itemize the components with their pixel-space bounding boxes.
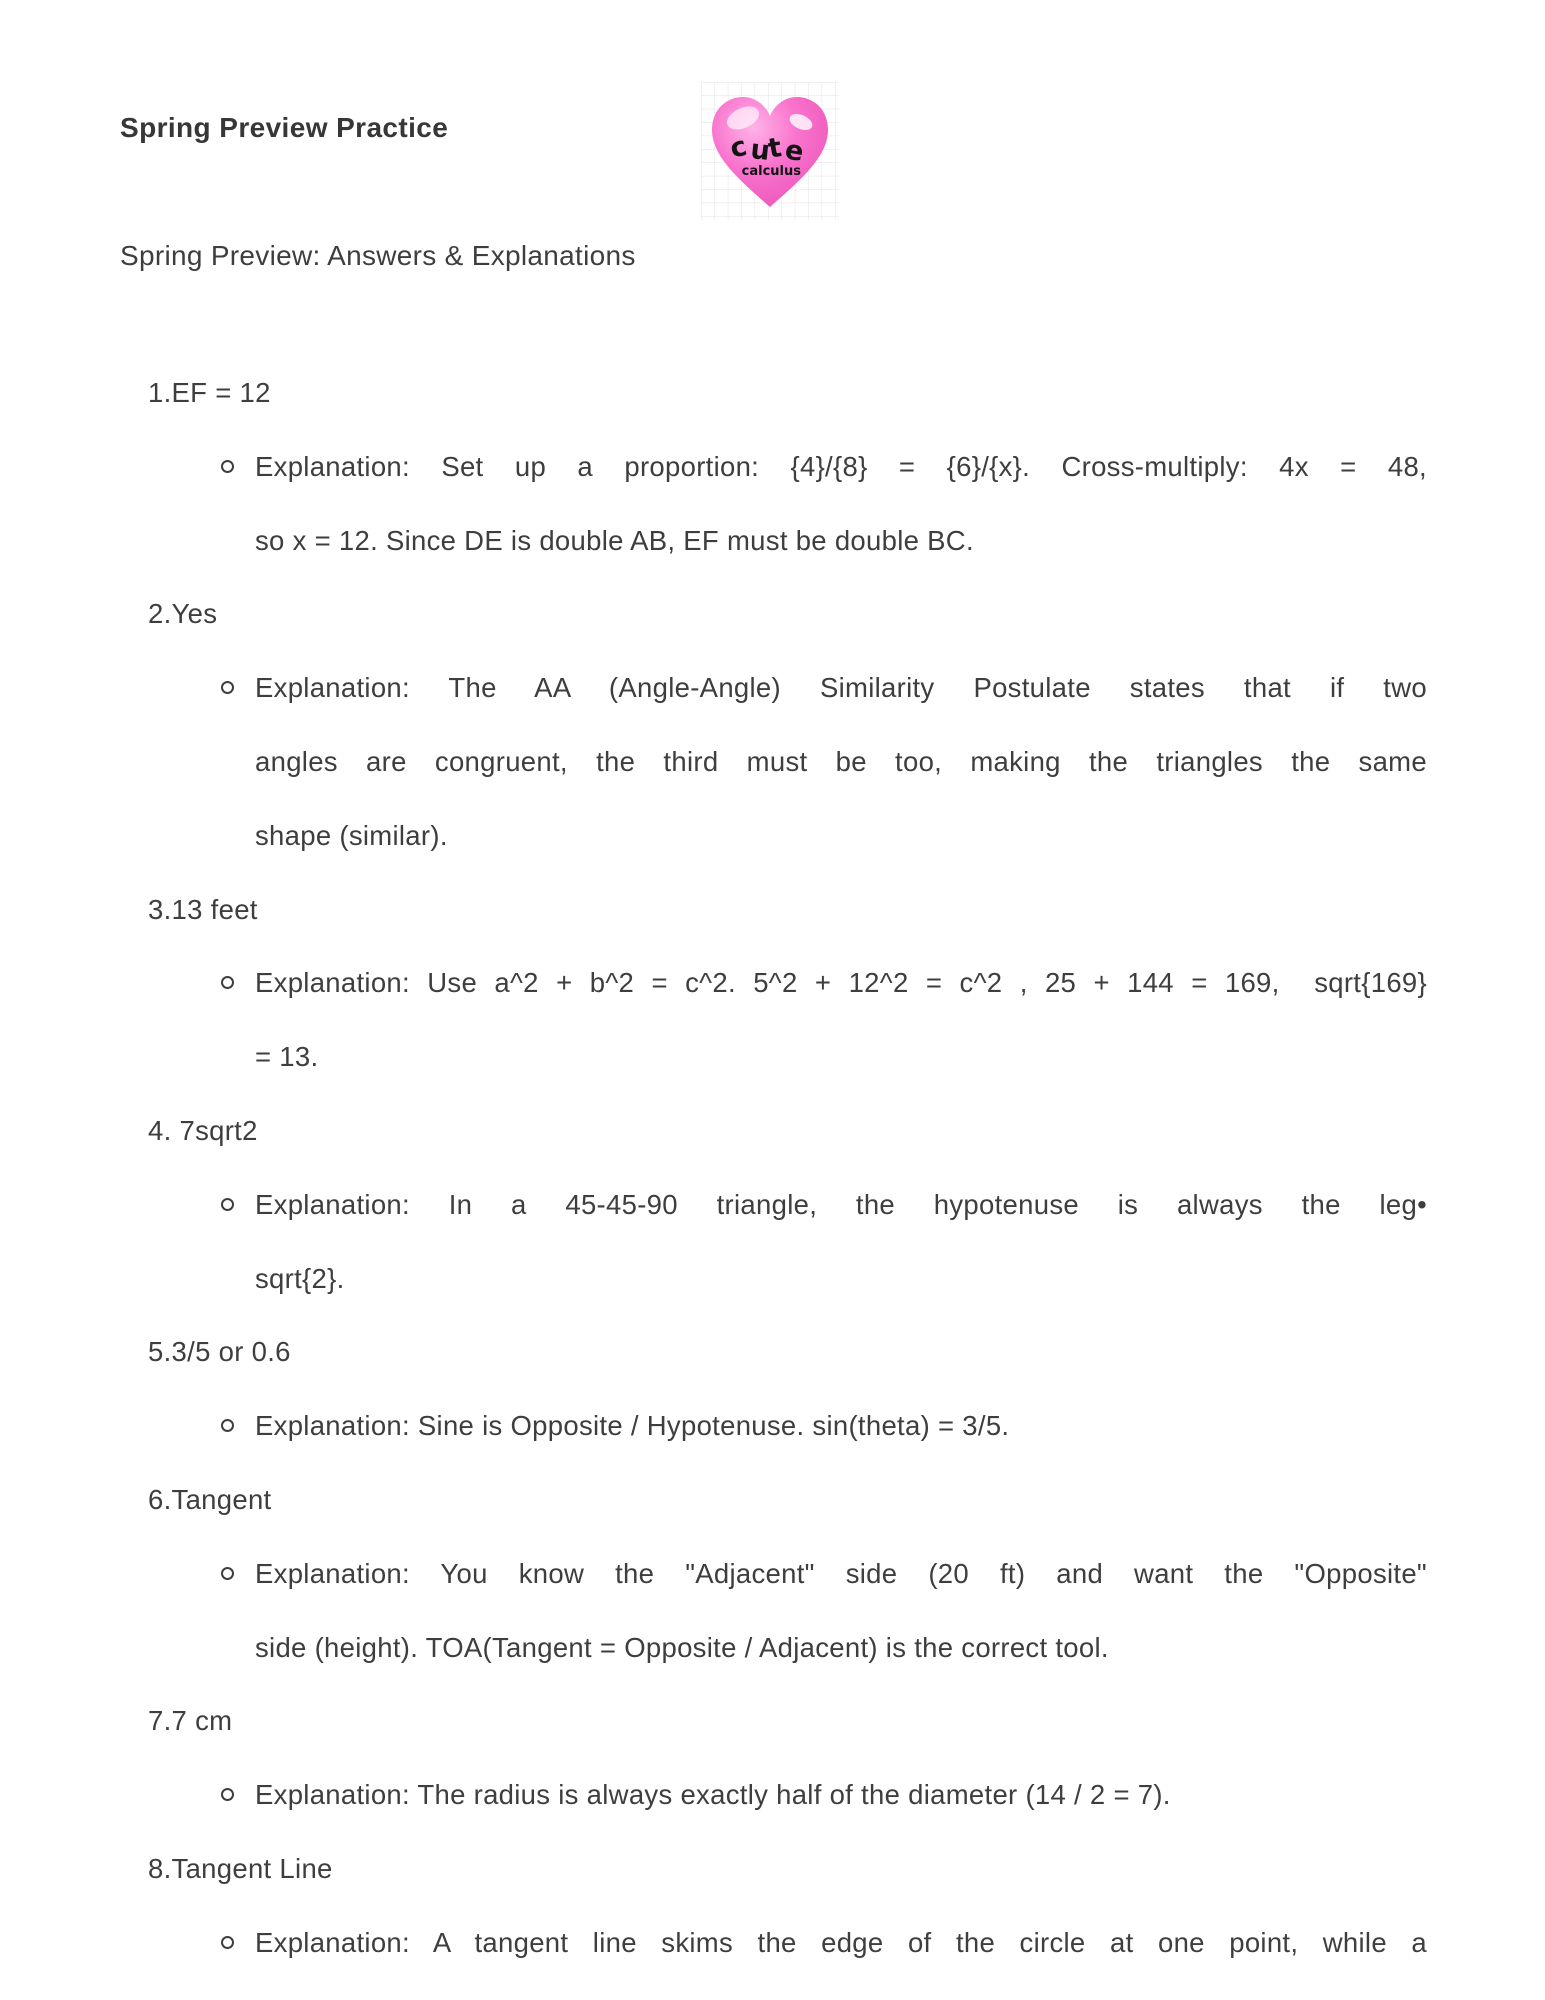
answers-list <box>0 356 1545 1980</box>
explanation-text: = 13. <box>255 1041 319 1073</box>
explanation-line <box>255 1020 1427 1094</box>
explanation-text: Explanation: A tangent line skims the edge of the circle at one point, while a <box>255 1926 1427 1958</box>
answer-item <box>0 1315 1545 1463</box>
explanation-line <box>255 799 1427 873</box>
explanation-line <box>255 1906 1427 1980</box>
explanation-line <box>255 504 1427 578</box>
explanation-line <box>255 1758 1427 1832</box>
answer-item <box>0 1463 1545 1684</box>
explanation-text: Explanation: The AA (Angle-Angle) Similarity Postulate states that if two <box>255 672 1427 704</box>
logo-word-calculus: calculus <box>741 164 801 179</box>
answer-line: 5.3/5 or 0.6 <box>148 1336 291 1368</box>
section-heading: Spring Preview: Answers & Explanations <box>120 240 636 271</box>
answer-item <box>0 577 1545 872</box>
explanation-line <box>255 1168 1427 1242</box>
answer-item <box>0 873 1545 1094</box>
answer-line: 3.13 feet <box>148 893 258 925</box>
answer-line: 4. 7sqrt2 <box>148 1114 258 1146</box>
explanation-text: Explanation: You know the "Adjacent" side (20 ft) and want the "Opposite" <box>255 1557 1427 1589</box>
explanation-line <box>255 1537 1427 1611</box>
answer-line: 2.Yes <box>148 598 218 630</box>
explanation-line <box>255 946 1427 1020</box>
answer-line: 7.7 cm <box>148 1705 233 1737</box>
explanation-line <box>255 651 1427 725</box>
explanation-text: shape (similar). <box>255 819 448 851</box>
explanation-line <box>255 1242 1427 1316</box>
explanation-text: Explanation: The radius is always exactly half of the diameter (14 / 2 = 7). <box>255 1779 1171 1811</box>
explanation-line <box>255 1389 1427 1463</box>
explanation-text: Explanation: Sine is Opposite / Hypotenuse. sin(theta) = 3/5. <box>255 1410 1010 1442</box>
circle-bullet-icon <box>221 681 234 694</box>
circle-bullet-icon <box>221 976 234 989</box>
circle-bullet-icon <box>221 1567 234 1580</box>
answer-item <box>0 1094 1545 1315</box>
circle-bullet-icon <box>221 460 234 473</box>
heart-logo-image <box>701 82 839 220</box>
explanation-text: angles are congruent, the third must be too, making the triangles the same <box>255 745 1427 777</box>
circle-bullet-icon <box>221 1419 234 1432</box>
circle-bullet-icon <box>221 1788 234 1801</box>
answer-item <box>0 1832 1545 1980</box>
explanation-line <box>255 1611 1427 1685</box>
answer-item <box>0 356 1545 577</box>
answer-item <box>0 1684 1545 1832</box>
logo-word-cute: cute <box>726 130 808 169</box>
answer-line: 8.Tangent Line <box>148 1852 333 1884</box>
explanation-text: so x = 12. Since DE is double AB, EF must be double BC. <box>255 524 974 556</box>
explanation-line <box>255 430 1427 504</box>
explanation-text: Explanation: Set up a proportion: {4}/{8} = {6}/{x}. Cross-multiply: 4x = 48, <box>255 450 1427 482</box>
explanation-text: side (height). TOA(Tangent = Opposite / Adjacent) is the correct tool. <box>255 1631 1109 1663</box>
circle-bullet-icon <box>221 1936 234 1949</box>
answer-line: 6.Tangent <box>148 1483 272 1515</box>
doc-title: Spring Preview Practice <box>120 112 449 143</box>
circle-bullet-icon <box>221 1198 234 1211</box>
explanation-text: Explanation: Use a^2 + b^2 = c^2. 5^2 + 12^2 = c^2 , 25 + 144 = 169, sqrt{169} <box>255 967 1427 999</box>
answer-line: 1.EF = 12 <box>148 377 271 408</box>
explanation-text: Explanation: In a 45-45-90 triangle, the hypotenuse is always the leg• <box>255 1188 1427 1220</box>
explanation-line <box>255 725 1427 799</box>
explanation-text: sqrt{2}. <box>255 1262 345 1294</box>
cute-calculus-logo <box>701 82 839 220</box>
